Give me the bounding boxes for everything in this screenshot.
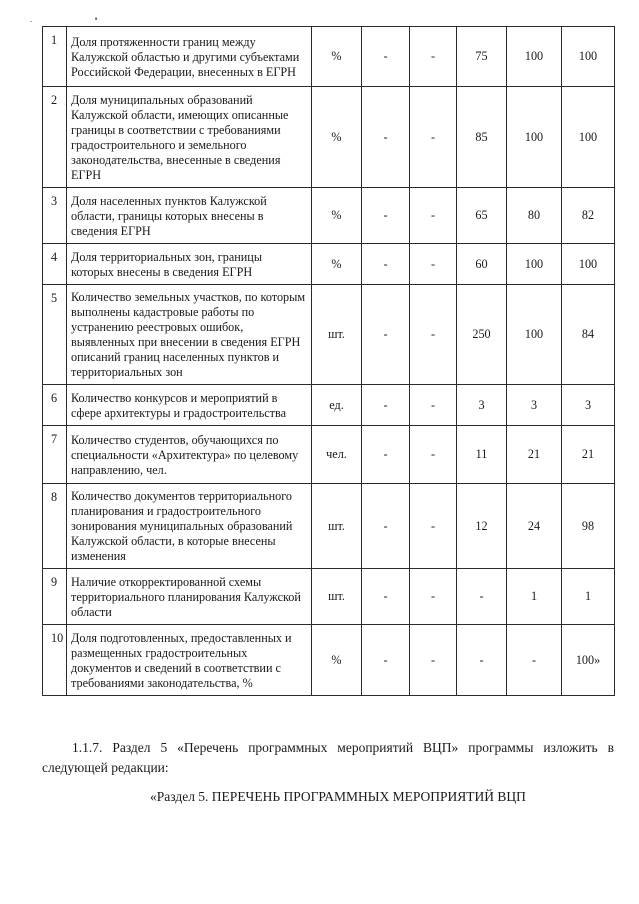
indicator-name: Доля территориальных зон, границы которых внесены в сведения ЕГРН bbox=[67, 244, 312, 285]
value-cell: 250 bbox=[457, 285, 507, 385]
value-cell: 3 bbox=[507, 385, 562, 426]
value-cell: - bbox=[410, 285, 457, 385]
unit-cell: % bbox=[312, 27, 362, 87]
value-cell: 24 bbox=[507, 484, 562, 569]
value-cell: 3 bbox=[457, 385, 507, 426]
value-cell: - bbox=[410, 188, 457, 244]
value-cell: - bbox=[362, 385, 410, 426]
unit-cell: % bbox=[312, 244, 362, 285]
value-cell: - bbox=[457, 625, 507, 696]
row-number: 2 bbox=[43, 87, 67, 188]
row-number: 8 bbox=[43, 484, 67, 569]
row-number: 4 bbox=[43, 244, 67, 285]
amendment-paragraph: 1.1.7. Раздел 5 «Перечень программных мероприятий ВЦП» программы изложить в следующей редакции: bbox=[42, 739, 614, 775]
unit-cell: % bbox=[312, 87, 362, 188]
row-number: 6 bbox=[43, 385, 67, 426]
value-cell: - bbox=[410, 625, 457, 696]
value-cell: 1 bbox=[562, 569, 615, 625]
value-cell: - bbox=[362, 244, 410, 285]
value-cell: 98 bbox=[562, 484, 615, 569]
value-cell: 12 bbox=[457, 484, 507, 569]
table-row bbox=[43, 285, 615, 385]
value-cell: - bbox=[410, 426, 457, 484]
value-cell: 21 bbox=[507, 426, 562, 484]
value-cell: 84 bbox=[562, 285, 615, 385]
value-cell: 100 bbox=[507, 87, 562, 188]
value-cell: 82 bbox=[562, 188, 615, 244]
value-cell: 100» bbox=[562, 625, 615, 696]
value-cell: 100 bbox=[562, 27, 615, 87]
value-cell: - bbox=[362, 484, 410, 569]
table-row bbox=[43, 484, 615, 569]
value-cell: 60 bbox=[457, 244, 507, 285]
value-cell: 100 bbox=[507, 27, 562, 87]
indicator-name: Количество студентов, обучающихся по специальности «Архитектура» по целевому направлению, чел. bbox=[67, 426, 312, 484]
section-heading: «Раздел 5. ПЕРЕЧЕНЬ ПРОГРАММНЫХ МЕРОПРИЯТИЙ ВЦП bbox=[150, 789, 526, 804]
value-cell: 100 bbox=[562, 87, 615, 188]
indicator-name: Доля протяженности границ между Калужской областью и другими субъектами Российской Федерации, внесенных в ЕГРН bbox=[67, 27, 312, 87]
value-cell: - bbox=[410, 385, 457, 426]
value-cell: - bbox=[410, 569, 457, 625]
value-cell: - bbox=[507, 625, 562, 696]
value-cell: 21 bbox=[562, 426, 615, 484]
value-cell: 80 bbox=[507, 188, 562, 244]
scan-marks: . • bbox=[30, 14, 128, 24]
table-row bbox=[43, 385, 615, 426]
table-row bbox=[43, 27, 615, 87]
indicator-name: Количество документов территориального планирования и градостроительного зонирования муниципальных образований Калужской области, в которые внесены изменения bbox=[67, 484, 312, 569]
value-cell: 75 bbox=[457, 27, 507, 87]
value-cell: 11 bbox=[457, 426, 507, 484]
value-cell: - bbox=[362, 426, 410, 484]
row-number: 3 bbox=[43, 188, 67, 244]
table-row bbox=[43, 569, 615, 625]
unit-cell: чел. bbox=[312, 426, 362, 484]
value-cell: - bbox=[362, 285, 410, 385]
indicator-name: Наличие откорректированной схемы территориального планирования Калужской области bbox=[67, 569, 312, 625]
value-cell: 100 bbox=[562, 244, 615, 285]
value-cell: - bbox=[410, 244, 457, 285]
unit-cell: шт. bbox=[312, 285, 362, 385]
indicators-table bbox=[42, 26, 615, 696]
table-row bbox=[43, 625, 615, 696]
unit-cell: % bbox=[312, 188, 362, 244]
indicator-name: Доля подготовленных, предоставленных и размещенных градостроительных документов и сведений в соответствии с требованиями законодательства, % bbox=[67, 625, 312, 696]
row-number: 7 bbox=[43, 426, 67, 484]
unit-cell: шт. bbox=[312, 484, 362, 569]
value-cell: 1 bbox=[507, 569, 562, 625]
row-number: 10 bbox=[43, 625, 67, 696]
unit-cell: шт. bbox=[312, 569, 362, 625]
table-row bbox=[43, 87, 615, 188]
value-cell: - bbox=[362, 188, 410, 244]
value-cell: - bbox=[362, 87, 410, 188]
value-cell: - bbox=[410, 87, 457, 188]
unit-cell: % bbox=[312, 625, 362, 696]
value-cell: 100 bbox=[507, 244, 562, 285]
unit-cell: ед. bbox=[312, 385, 362, 426]
value-cell: - bbox=[362, 27, 410, 87]
indicator-name: Количество земельных участков, по которым выполнены кадастровые работы по устранению реестровых ошибок, выявленных при внесении в сведения ЕГРН описаний границ населенных пунктов и территориальных зон bbox=[67, 285, 312, 385]
indicator-name: Количество конкурсов и мероприятий в сфере архитектуры и градостроительства bbox=[67, 385, 312, 426]
value-cell: - bbox=[457, 569, 507, 625]
indicator-name: Доля населенных пунктов Калужской области, границы которых внесены в сведения ЕГРН bbox=[67, 188, 312, 244]
table-row bbox=[43, 188, 615, 244]
value-cell: - bbox=[410, 484, 457, 569]
value-cell: 85 bbox=[457, 87, 507, 188]
value-cell: - bbox=[362, 569, 410, 625]
row-number: 9 bbox=[43, 569, 67, 625]
value-cell: 100 bbox=[507, 285, 562, 385]
row-number: 5 bbox=[43, 285, 67, 385]
table-row bbox=[43, 244, 615, 285]
row-number: 1 bbox=[43, 27, 67, 87]
indicator-name: Доля муниципальных образований Калужской области, имеющих описанные границы в соответствии с требованиями градостроительного и земельного законодательства, внесенные в сведения ЕГРН bbox=[67, 87, 312, 188]
table-row bbox=[43, 426, 615, 484]
value-cell: - bbox=[362, 625, 410, 696]
value-cell: - bbox=[410, 27, 457, 87]
value-cell: 65 bbox=[457, 188, 507, 244]
value-cell: 3 bbox=[562, 385, 615, 426]
